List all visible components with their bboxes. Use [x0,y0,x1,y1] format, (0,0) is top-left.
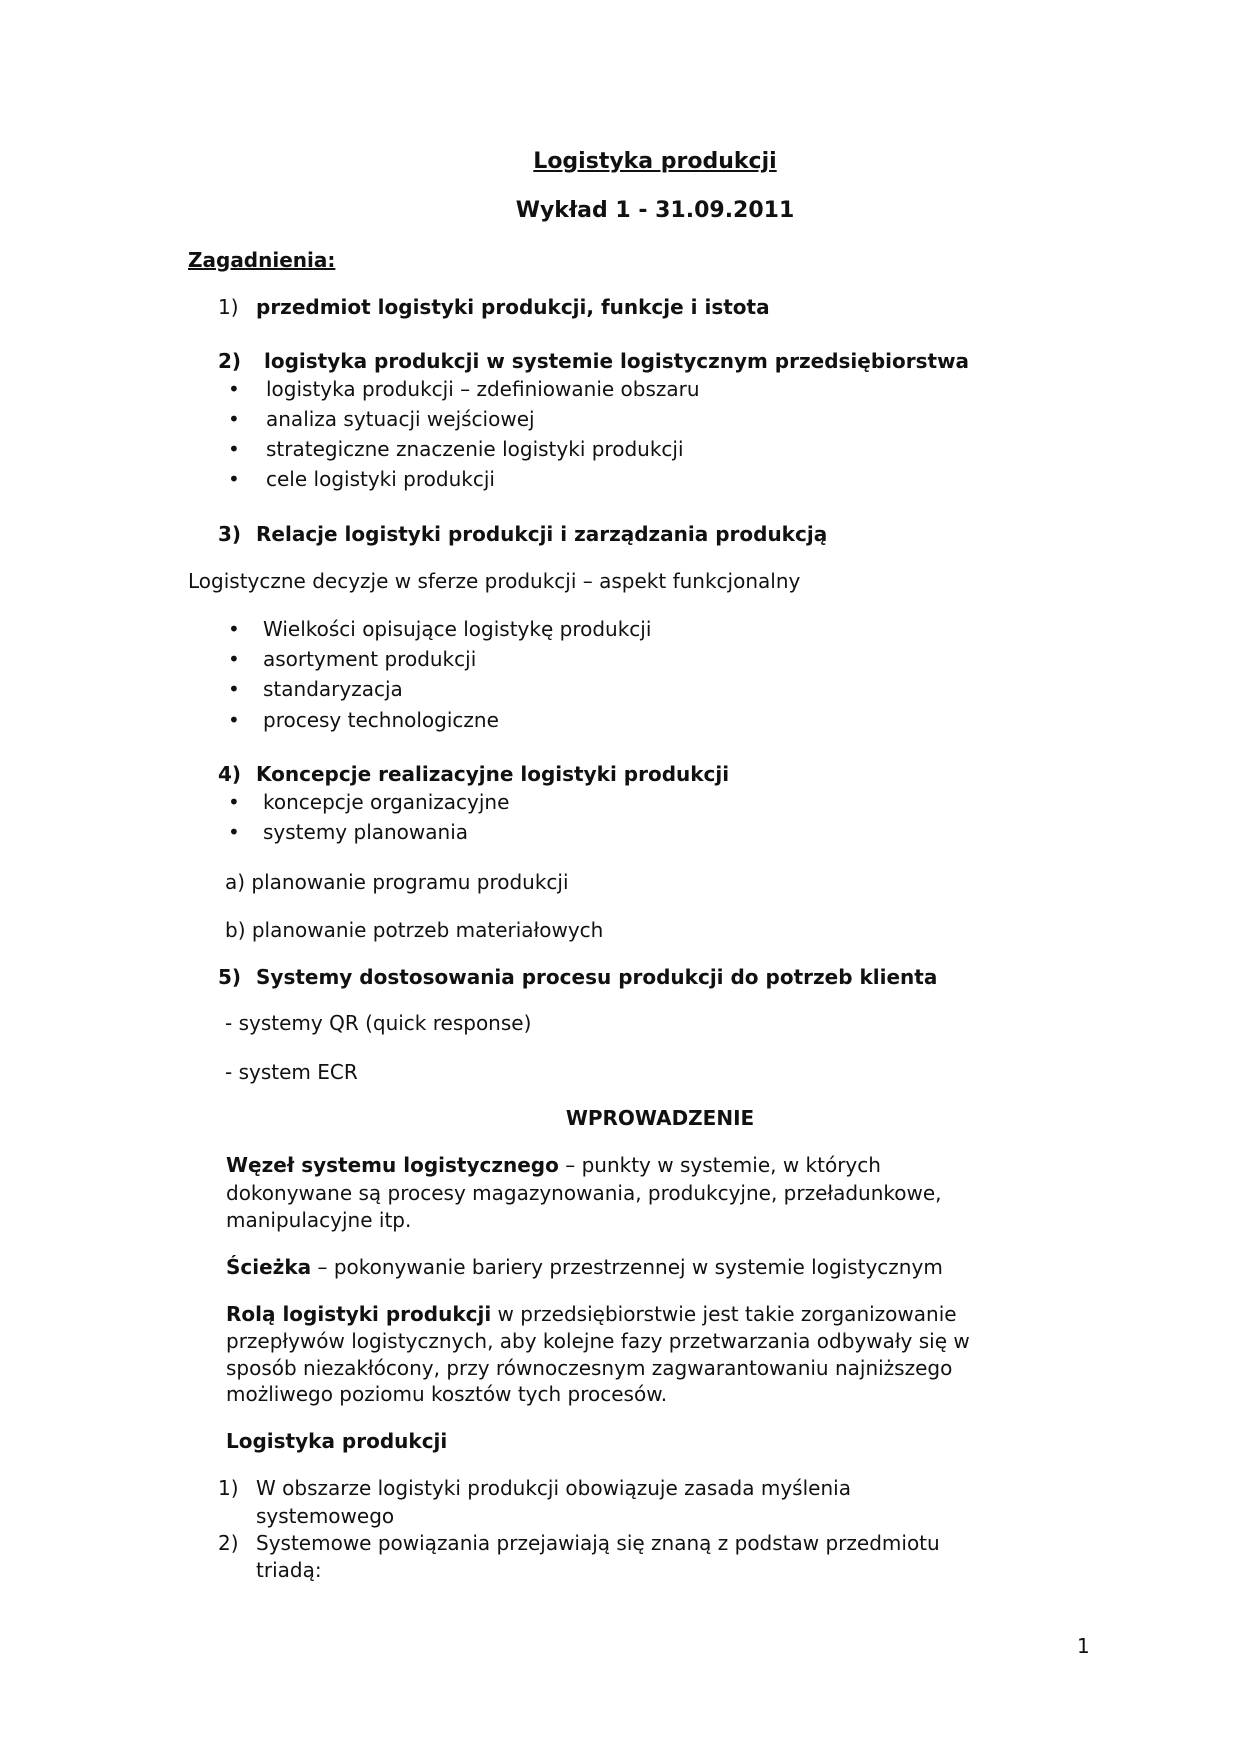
definition-line: dokonywane są procesy magazynowania, produkcyjne, przeładunkowe, [226,1181,942,1205]
bullet-icon: • [228,377,240,401]
definition-line: Węzeł systemu logistycznego – punkty w systemie, w których [226,1153,881,1177]
list-item: Systemowe powiązania przejawiają się znaną z podstaw przedmiotu [256,1531,940,1555]
definition-line: manipulacyjne itp. [226,1208,412,1232]
topics-heading: Zagadnienia: [188,248,336,272]
bullet-icon: • [228,437,240,461]
list-item: cele logistyki produkcji [266,467,495,491]
bullet-icon: • [228,647,240,671]
bullet-icon: • [228,467,240,491]
definition-term: Ścieżka [226,1255,312,1279]
topic-number: 4) [218,762,242,786]
topic-label: Koncepcje realizacyjne logistyki produkcji [256,762,730,786]
sub-item: b) planowanie potrzeb materiałowych [225,918,604,942]
bullet-icon: • [228,820,240,844]
topic-number: 3) [218,522,242,546]
topic-number: 5) [218,965,242,989]
definition-line: sposób niezakłócony, przy równoczesnym zagwarantowaniu najniższego [226,1356,953,1380]
list-item: Wielkości opisujące logistykę produkcji [263,617,652,641]
list-item: strategiczne znaczenie logistyki produkcji [266,437,684,461]
section-heading: Logistyka produkcji [226,1429,448,1453]
topic-intro: Logistyczne decyzje w sferze produkcji – aspekt funkcjonalny [188,569,801,593]
list-item: systemy planowania [263,820,469,844]
bullet-icon: • [228,677,240,701]
bullet-icon: • [228,407,240,431]
bullet-icon: • [228,617,240,641]
list-item: koncepcje organizacyjne [263,790,510,814]
list-item: logistyka produkcji – zdefiniowanie obszaru [266,377,700,401]
bullet-icon: • [228,708,240,732]
list-item: W obszarze logistyki produkcji obowiązuje zasada myślenia [256,1476,851,1500]
list-item: triadą: [256,1558,322,1582]
page-number: 1 [1077,1634,1090,1658]
list-item: asortyment produkcji [263,647,477,671]
definition-term: Rolą logistyki produkcji [226,1302,492,1326]
sub-item: - systemy QR (quick response) [225,1011,532,1035]
definition-line: możliwego poziomu kosztów tych procesów. [226,1382,668,1406]
topic-label: logistyka produkcji w systemie logistycznym przedsiębiorstwa [264,349,970,373]
document-title: Logistyka produkcji [533,149,777,174]
list-item: standaryzacja [263,677,403,701]
intro-heading: WPROWADZENIE [565,1106,755,1130]
bullet-icon: • [228,790,240,814]
definition-line: przepływów logistycznych, aby kolejne fazy przetwarzania odbywały się w [226,1329,970,1353]
list-item: systemowego [256,1504,395,1528]
list-number: 2) [218,1531,239,1555]
topic-number: 1) [218,295,239,319]
definition-line: Rolą logistyki produkcji w przedsiębiorstwie jest takie zorganizowanie [226,1302,957,1326]
list-number: 1) [218,1476,239,1500]
list-item: procesy technologiczne [263,708,499,732]
topic-label: przedmiot logistyki produkcji, funkcje i istota [256,295,770,319]
sub-item: a) planowanie programu produkcji [225,870,569,894]
topic-number: 2) [218,349,242,373]
topic-label: Relacje logistyki produkcji i zarządzania produkcją [256,522,828,546]
topic-label: Systemy dostosowania procesu produkcji do potrzeb klienta [256,965,938,989]
list-item: analiza sytuacji wejściowej [266,407,535,431]
document-subtitle: Wykład 1 - 31.09.2011 [515,198,795,223]
sub-item: - system ECR [225,1060,358,1084]
definition-line: Ścieżka – pokonywanie bariery przestrzennej w systemie logistycznym [226,1255,943,1279]
definition-term: Węzeł systemu logistycznego [226,1153,559,1177]
